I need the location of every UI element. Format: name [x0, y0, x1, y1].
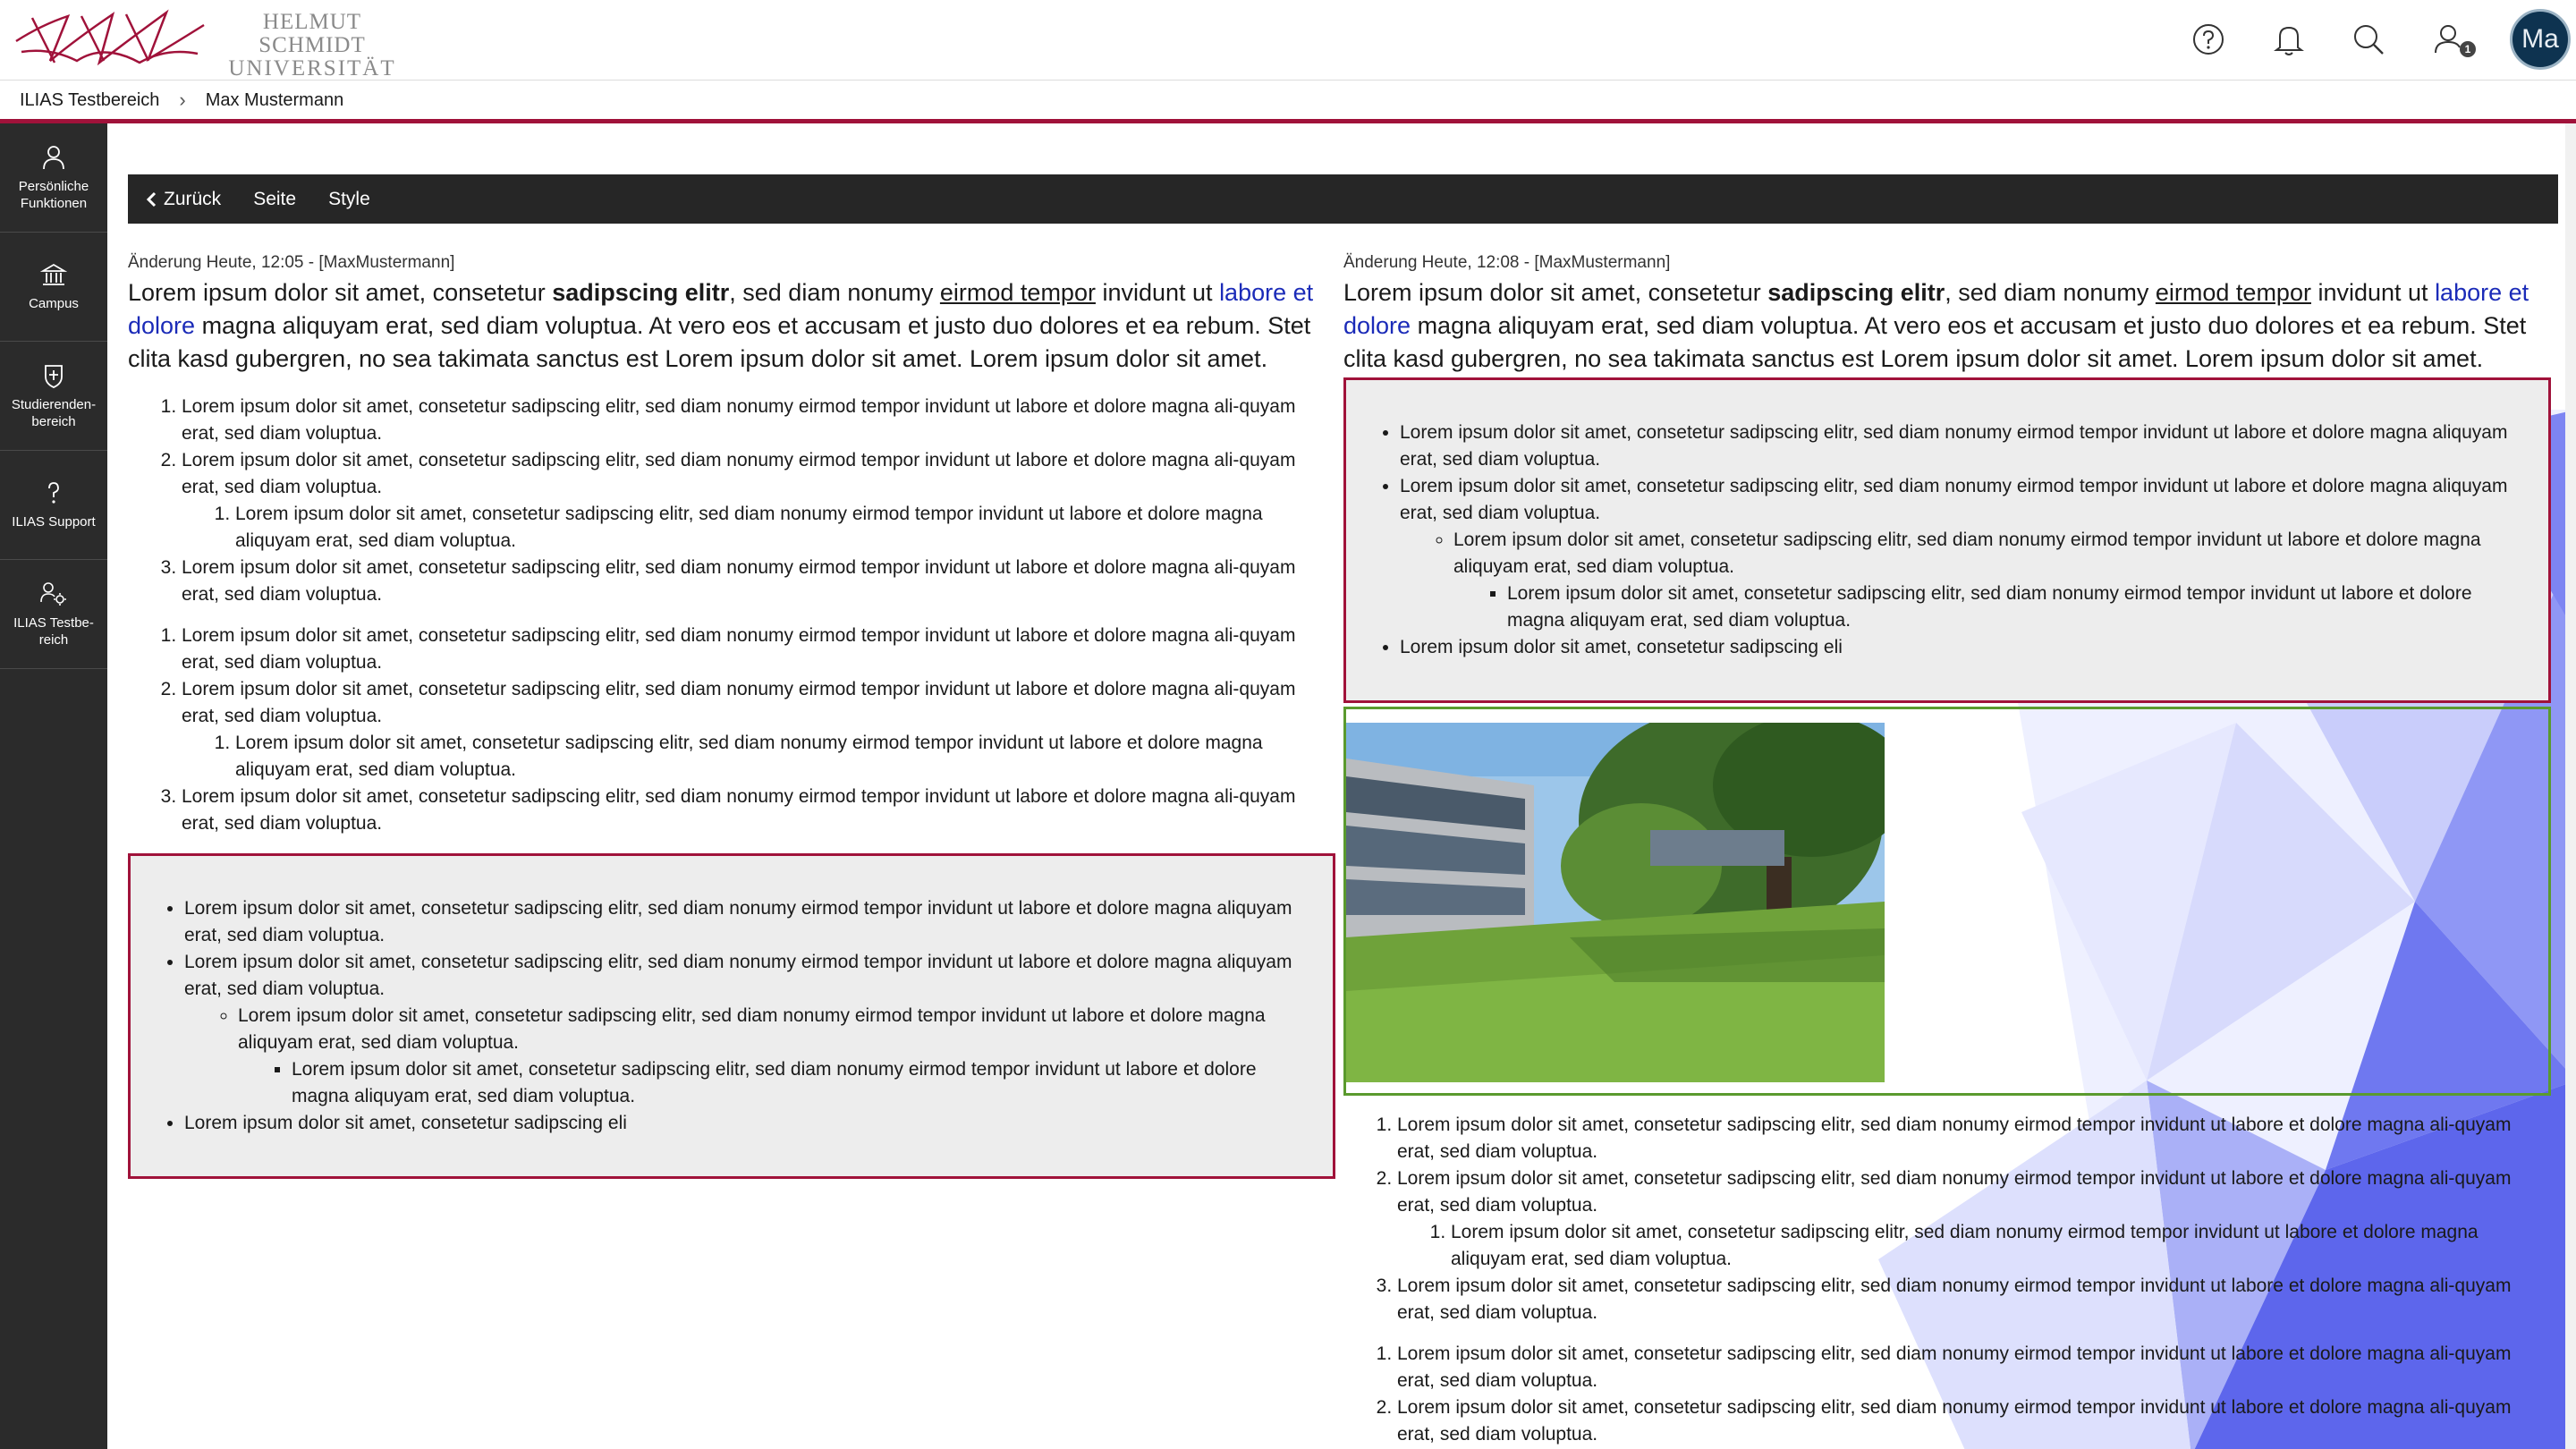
sidebar-item-personal[interactable]: [0, 123, 107, 233]
paragraph-text: , sed diam nonumy: [729, 279, 940, 306]
nested-list: [182, 501, 1314, 555]
right-version-column: [1343, 252, 2551, 1448]
sidebar-item-label: ILIAS Support: [12, 514, 96, 530]
list-item: 1. Lorem ipsum dolor sit amet, consetetur sadipscing elitr, sed diam nonumy eirmod tempor invidunt ut labore et dolore magna aliquyam erat, sed diam voluptua.: [235, 730, 1314, 784]
sidebar: [0, 123, 107, 1449]
page-tab[interactable]: Seite: [253, 188, 297, 209]
sidebar-item-support[interactable]: [0, 451, 107, 560]
list-item: • Lorem ipsum dolor sit amet, consetetur sadipscing elitr, sed diam nonumy eirmod tempor invidunt ut labore et dolore magna aliquyam erat, sed diam voluptua.: [184, 895, 1311, 949]
nested-list: [238, 1056, 1311, 1110]
back-button[interactable]: [146, 189, 221, 210]
page-toolbar: [128, 174, 2558, 224]
list-item: [182, 676, 1335, 784]
sidebar-item-testbereich[interactable]: [0, 560, 107, 669]
paragraph-text: invidunt ut: [1095, 279, 1220, 306]
logo-line-1: HELMUT SCHMIDT: [258, 10, 366, 57]
change-meta: Änderung Heute, 12:05 - [MaxMustermann]: [128, 253, 455, 272]
bullet-list: [184, 895, 1311, 1137]
avatar[interactable]: Ma: [2510, 9, 2571, 70]
paragraph-bold: sadipscing elitr: [1767, 279, 1945, 306]
list-item: • Lorem ipsum dolor sit amet, consetetur sadipscing eli: [1400, 634, 2527, 661]
sidebar-item-label: Studierenden-bereich: [11, 396, 97, 429]
list-item-text: Lorem ipsum dolor sit amet, consetetur sadipscing elitr, sed diam nonumy eirmod tempor invidunt ut labore et dolore magna ali-quyam erat, sed diam voluptua.: [182, 679, 1296, 726]
paragraph-text: , sed diam nonumy: [1945, 279, 2156, 306]
list-item: 3. Lorem ipsum dolor sit amet, consetetur sadipscing elitr, sed diam nonumy eirmod tempor invidunt ut labore et dolore magna ali-quyam erat, sed diam voluptua.: [1397, 1273, 2551, 1326]
paragraph-link[interactable]: labore et dolore: [128, 279, 1314, 339]
back-button-label: Zurück: [164, 188, 222, 209]
breadcrumb: [0, 81, 2576, 119]
list-item: [1453, 527, 2527, 634]
list-item: 1. Lorem ipsum dolor sit amet, consetetur sadipscing elitr, sed diam nonumy eirmod tempor invidunt ut labore et dolore magna aliquyam erat, sed diam voluptua.: [235, 501, 1314, 555]
numbered-list: [1343, 1341, 2551, 1448]
nested-list: [184, 1003, 1311, 1110]
bullet-list-box: [128, 853, 1335, 1179]
list-item-text: Lorem ipsum dolor sit amet, consetetur sadipscing elitr, sed diam nonumy eirmod tempor invidunt ut labore et dolore magna aliquyam erat, sed diam voluptua.: [184, 952, 1292, 999]
sidebar-item-label: Campus: [29, 296, 79, 311]
shield-icon: [40, 362, 67, 389]
bullet-list-box: [1343, 377, 2551, 703]
search-icon[interactable]: [2347, 18, 2390, 61]
sidebar-item-students[interactable]: [0, 342, 107, 451]
list-item: [182, 447, 1335, 555]
list-item: [1400, 473, 2527, 634]
list-item: • Lorem ipsum dolor sit amet, consetetur sadipscing eli: [184, 1110, 1311, 1137]
paragraph-underline: eirmod tempor: [939, 279, 1096, 306]
sidebar-item-label: ILIAS Testbe-reich: [13, 614, 94, 648]
list-item: 2. Lorem ipsum dolor sit amet, consetetur sadipscing elitr, sed diam nonumy eirmod tempor invidunt ut labore et dolore magna ali-quyam erat, sed diam voluptua.: [1397, 1394, 2551, 1448]
bell-icon[interactable]: [2267, 18, 2310, 61]
help-icon[interactable]: [2187, 18, 2230, 61]
paragraph-text: Lorem ipsum dolor sit amet, consetetur: [128, 279, 553, 306]
logo-line-2: UNIVERSITÄT: [228, 56, 396, 80]
paragraph-text: magna aliquyam erat, sed diam voluptua. At vero eos et accusam et justo duo dolores et ea rebum. Stet clita kasd gubergren, no sea takimata sanctus est Lorem ipsum dolor sit amet. Lorem ipsum dolor sit amet.: [1343, 312, 2527, 372]
user-status-icon[interactable]: [2424, 18, 2476, 61]
list-item-text: Lorem ipsum dolor sit amet, consetetur sadipscing elitr, sed diam nonumy eirmod tempor invidunt ut labore et dolore magna aliquyam erat, sed diam voluptua.: [1453, 530, 2481, 577]
sidebar-item-campus[interactable]: [0, 233, 107, 342]
list-item: 3. Lorem ipsum dolor sit amet, consetetur sadipscing elitr, sed diam nonumy eirmod tempor invidunt ut labore et dolore magna ali-quyam erat, sed diam voluptua.: [182, 784, 1335, 837]
nested-list: [1400, 527, 2527, 634]
style-tab[interactable]: Style: [328, 188, 370, 209]
bullet-list: [1400, 419, 2527, 661]
notification-badge: 1: [2460, 41, 2476, 57]
text-paragraph: [1343, 276, 2551, 376]
text-paragraph: [128, 276, 1335, 376]
list-item: ▪ Lorem ipsum dolor sit amet, consetetur sadipscing elitr, sed diam nonumy eirmod tempor invidunt ut labore et dolore magna aliquyam erat, sed diam voluptua.: [1507, 580, 2527, 634]
list-item: ▪ Lorem ipsum dolor sit amet, consetetur sadipscing elitr, sed diam nonumy eirmod tempor invidunt ut labore et dolore magna aliquyam erat, sed diam voluptua.: [292, 1056, 1311, 1110]
logo-mark-icon: [14, 7, 207, 70]
numbered-list: [1343, 1112, 2551, 1326]
list-item: [1397, 1165, 2551, 1273]
numbered-list: [128, 623, 1335, 837]
list-item-text: Lorem ipsum dolor sit amet, consetetur sadipscing elitr, sed diam nonumy eirmod tempor invidunt ut labore et dolore magna ali-quyam erat, sed diam voluptua.: [1397, 1168, 2512, 1216]
change-meta: Änderung Heute, 12:08 - [MaxMustermann]: [1343, 253, 1671, 272]
nested-list: [1453, 580, 2527, 634]
paragraph-underline: eirmod tempor: [2155, 279, 2311, 306]
paragraph-bold: sadipscing elitr: [552, 279, 730, 306]
breadcrumb-item-user[interactable]: Max Mustermann: [205, 89, 344, 110]
paragraph-text: magna aliquyam erat, sed diam voluptua. At vero eos et accusam et justo duo dolores et ea rebum. Stet clita kasd gubergren, no sea takimata sanctus est Lorem ipsum dolor sit amet. Lorem ipsum dolor sit amet.: [128, 312, 1311, 372]
list-item-text: Lorem ipsum dolor sit amet, consetetur sadipscing elitr, sed diam nonumy eirmod tempor invidunt ut labore et dolore magna aliquyam erat, sed diam voluptua.: [238, 1005, 1266, 1053]
list-item: 1. Lorem ipsum dolor sit amet, consetetur sadipscing elitr, sed diam nonumy eirmod tempor invidunt ut labore et dolore magna ali-quyam erat, sed diam voluptua.: [182, 623, 1335, 676]
numbered-list: [128, 394, 1335, 608]
list-item: 1. Lorem ipsum dolor sit amet, consetetur sadipscing elitr, sed diam nonumy eirmod tempor invidunt ut labore et dolore magna ali-quyam erat, sed diam voluptua.: [182, 394, 1335, 447]
list-item: 1. Lorem ipsum dolor sit amet, consetetur sadipscing elitr, sed diam nonumy eirmod tempor invidunt ut labore et dolore magna aliquyam erat, sed diam voluptua.: [1451, 1219, 2529, 1273]
paragraph-link[interactable]: labore et dolore: [1343, 279, 2529, 339]
top-bar: [0, 0, 2576, 80]
scrollbar[interactable]: [2565, 123, 2576, 1449]
sidebar-item-label: Persönliche Funktionen: [18, 178, 89, 211]
list-item: 1. Lorem ipsum dolor sit amet, consetetur sadipscing elitr, sed diam nonumy eirmod tempor invidunt ut labore et dolore magna ali-quyam erat, sed diam voluptua.: [1397, 1112, 2551, 1165]
university-logo[interactable]: [14, 7, 408, 80]
list-item: [184, 949, 1311, 1110]
nested-list: [182, 730, 1314, 784]
paragraph-text: invidunt ut: [2310, 279, 2436, 306]
list-item: 1. Lorem ipsum dolor sit amet, consetetur sadipscing elitr, sed diam nonumy eirmod tempor invidunt ut labore et dolore magna ali-quyam erat, sed diam voluptua.: [1397, 1341, 2551, 1394]
left-version-column: [128, 252, 1335, 1179]
building-icon: [40, 261, 67, 288]
campus-photo: [1346, 723, 1885, 1082]
list-item: • Lorem ipsum dolor sit amet, consetetur sadipscing elitr, sed diam nonumy eirmod tempor invidunt ut labore et dolore magna aliquyam erat, sed diam voluptua.: [1400, 419, 2527, 473]
breadcrumb-item-testbereich[interactable]: ILIAS Testbereich: [20, 89, 160, 110]
chevron-left-icon: [146, 191, 157, 208]
question-icon: [40, 479, 67, 506]
paragraph-text: Lorem ipsum dolor sit amet, consetetur: [1343, 279, 1768, 306]
person-icon: [40, 144, 67, 171]
people-gear-icon: [39, 580, 68, 607]
list-item: [238, 1003, 1311, 1110]
chevron-right-icon: ›: [179, 89, 186, 111]
list-item-text: Lorem ipsum dolor sit amet, consetetur sadipscing elitr, sed diam nonumy eirmod tempor invidunt ut labore et dolore magna ali-quyam erat, sed diam voluptua.: [182, 450, 1296, 497]
image-box: [1343, 707, 2551, 1096]
list-item-text: Lorem ipsum dolor sit amet, consetetur sadipscing elitr, sed diam nonumy eirmod tempor invidunt ut labore et dolore magna aliquyam erat, sed diam voluptua.: [1400, 476, 2508, 523]
nested-list: [1397, 1219, 2529, 1273]
main-content: [107, 123, 2576, 1449]
list-item: 3. Lorem ipsum dolor sit amet, consetetur sadipscing elitr, sed diam nonumy eirmod tempor invidunt ut labore et dolore magna ali-quyam erat, sed diam voluptua.: [182, 555, 1335, 608]
